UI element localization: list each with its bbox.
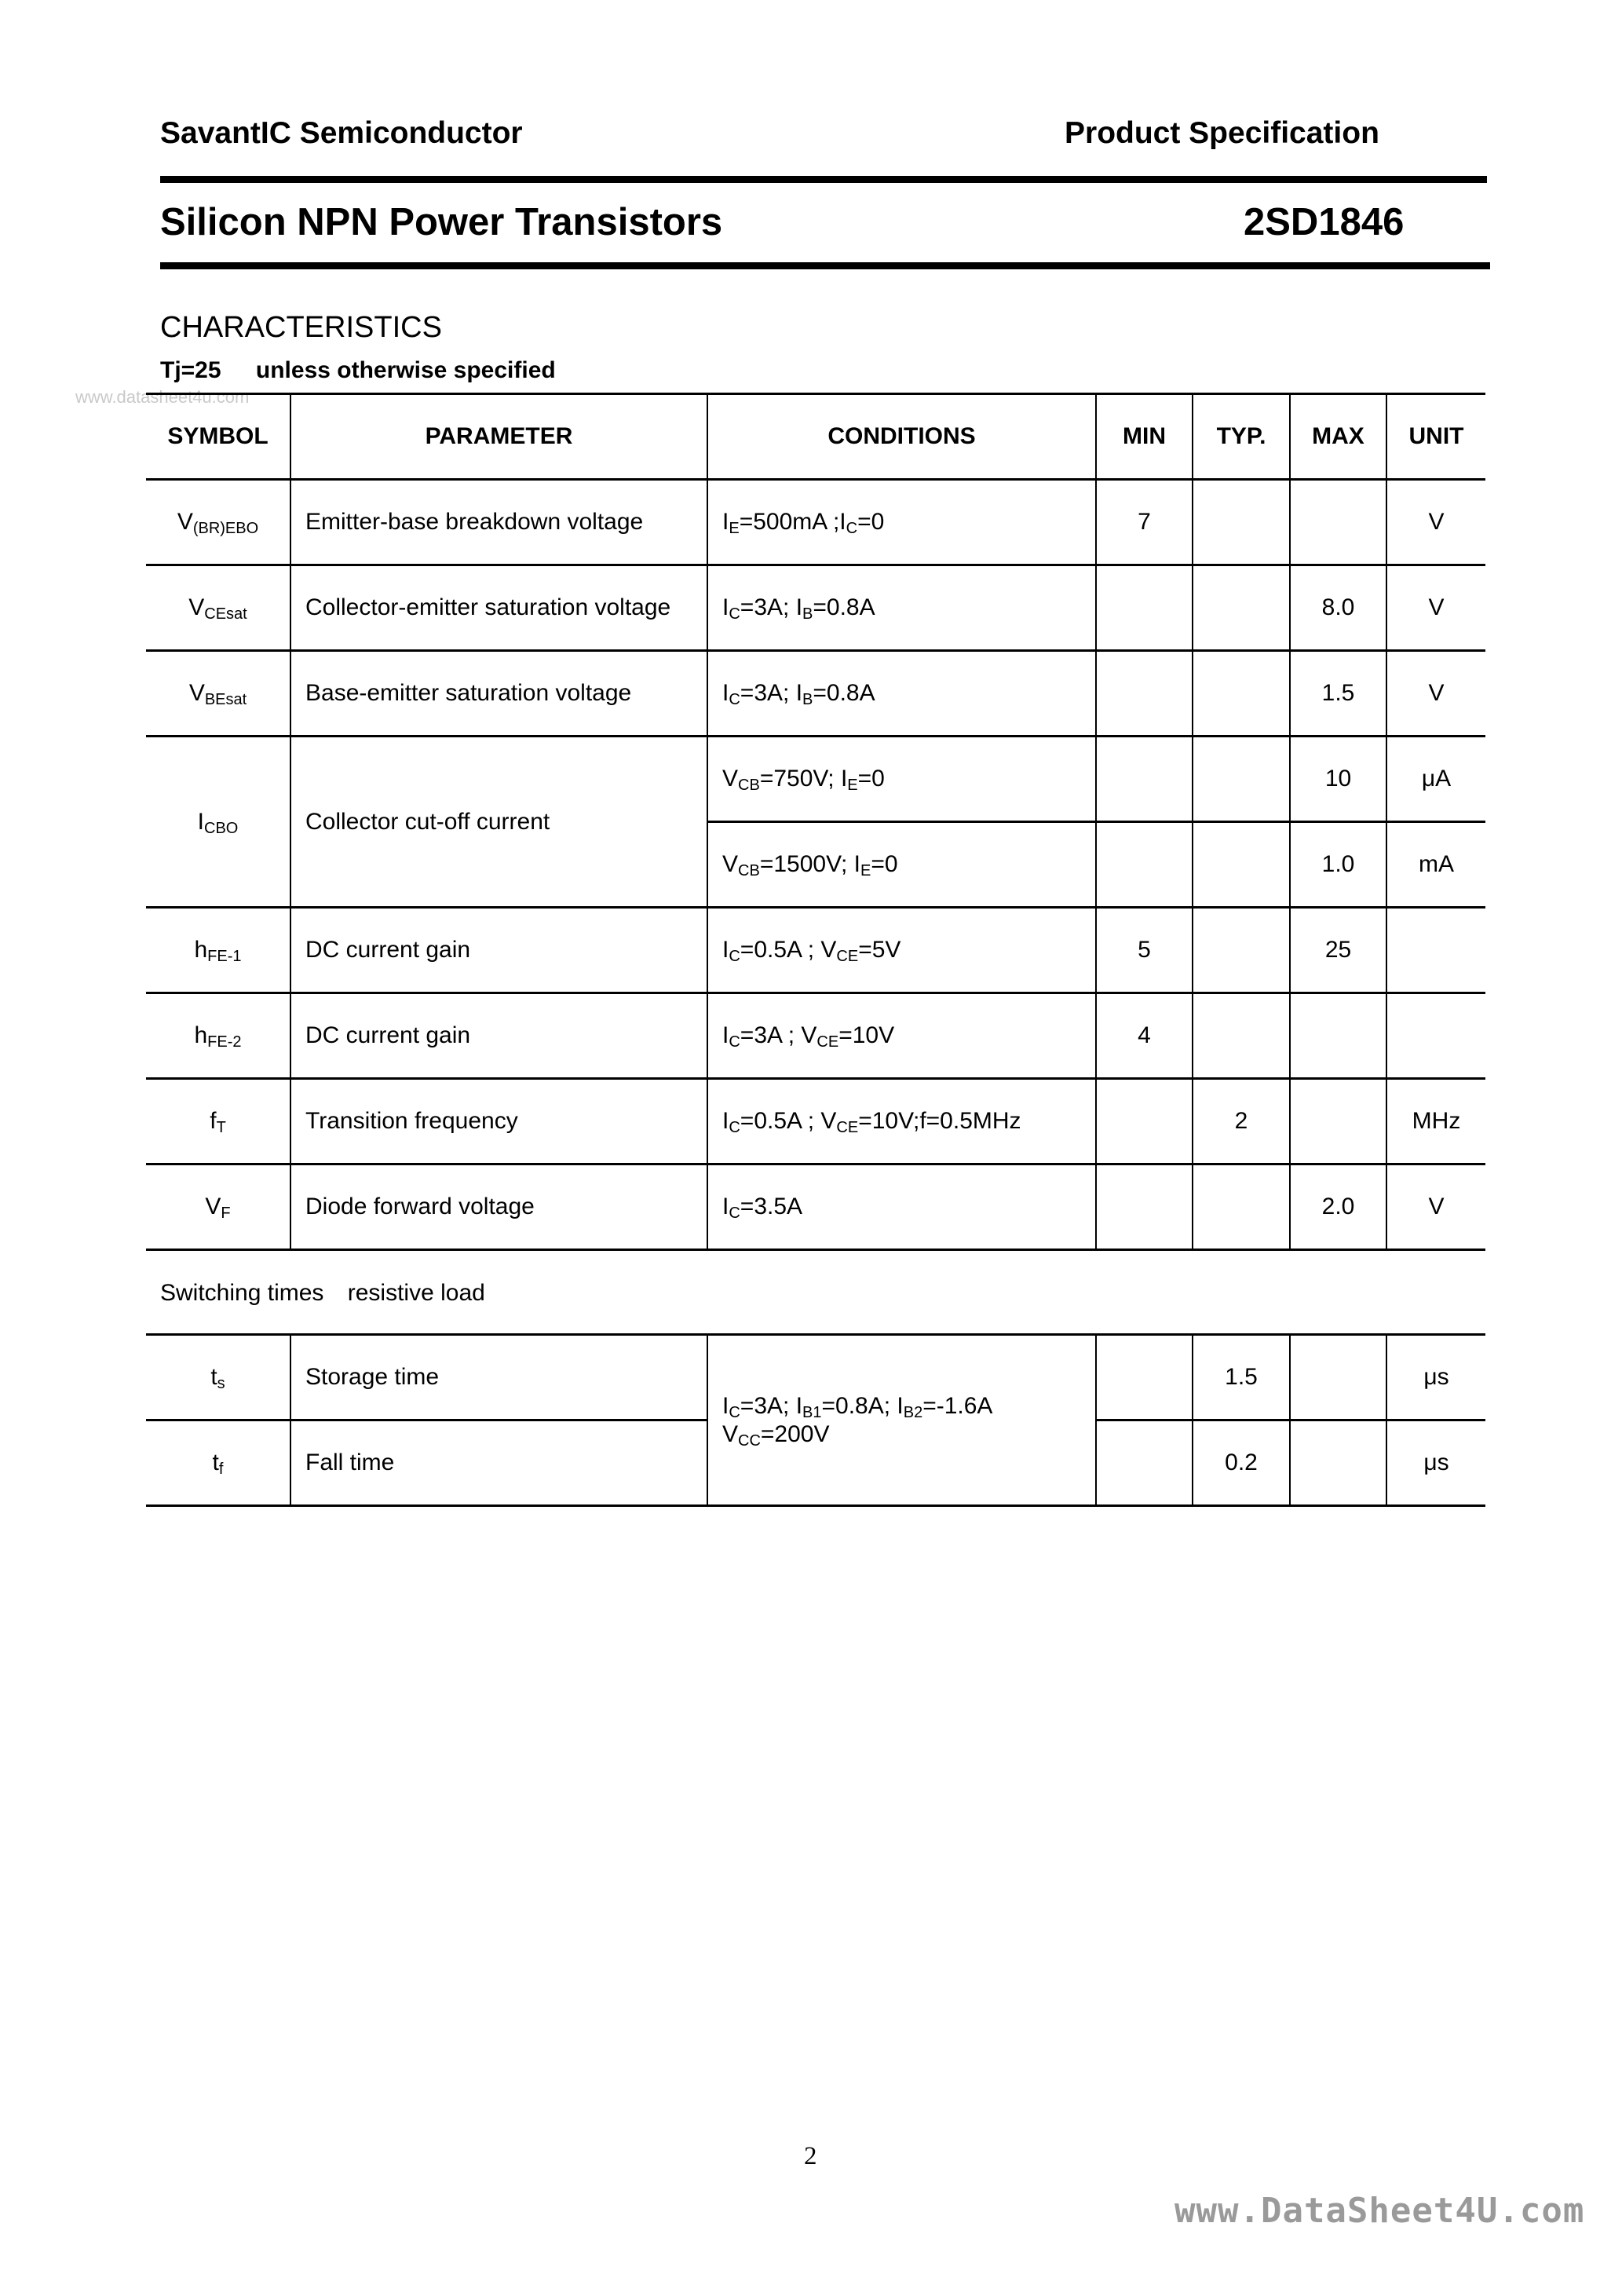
parameter-cell: DC current gain [290,993,707,1079]
unit-cell: V [1386,480,1485,565]
typ-cell [1193,993,1290,1079]
switching-table [146,1333,1485,1507]
condition-subscript: B2 [903,1403,923,1421]
condition-subscript: CC [738,1431,761,1450]
conditions-cell: $I_C=3A$; $I_B=0.8A$ [707,565,1096,651]
unit-cell: V [1386,1164,1485,1250]
parameter-cell: Emitter-base breakdown voltage [290,480,707,565]
table-row [146,651,1485,737]
unit-cell [1386,993,1485,1079]
typ-cell [1193,737,1290,822]
symbol-subscript: F [221,1205,231,1222]
symbol-subscript: CEsat [204,605,247,623]
condition-subscript: C [729,1033,740,1051]
table-row [146,1335,1485,1420]
symbol-subscript: s [217,1375,225,1392]
parameter-cell: DC current gain [290,908,707,993]
condition-subscript: C [846,520,858,537]
symbol-subscript: f [218,1461,224,1478]
typ-cell: 0.2 [1193,1420,1290,1506]
table-header-row [146,394,1485,480]
column-header: MAX [1290,394,1386,480]
typ-cell [1193,651,1290,737]
condition-subscript: C [729,605,740,623]
symbol-cell: $t_f$ [146,1420,290,1506]
condition-subscript: E [729,520,740,537]
condition-subscript: B1 [802,1403,822,1421]
max-cell: 1.5 [1290,651,1386,737]
column-header: SYMBOL [146,394,290,480]
symbol-cell: $V_F$ [146,1164,290,1250]
symbol-cell: $I_{CBO}$ [146,737,290,908]
max-cell [1290,1335,1386,1420]
condition-subscript: C [729,1119,740,1136]
conditions-cell: $I_C=3A$ ; $V_{CE}=10V$ [707,993,1096,1079]
symbol-cell: $V_{CEsat}$ [146,565,290,651]
condition-subscript: CE [836,948,859,965]
symbol-cell: $V_{BEsat}$ [146,651,290,737]
resistive-load-label: resistive load [347,1280,485,1306]
condition-subscript: E [847,777,858,794]
unit-cell: V [1386,565,1485,651]
conditions-cell: $I_C=3A$; $I_B=0.8A$ [707,651,1096,737]
max-cell: 1.0 [1290,822,1386,908]
typ-cell [1193,908,1290,993]
symbol-subscript: FE-2 [207,1033,242,1051]
condition-subscript: C [729,1205,740,1222]
conditions-cell: $V_{CB}=750V$; $I_E=0$ [707,737,1096,822]
unit-cell: μs [1386,1335,1485,1420]
part-number: 2SD1846 [1244,201,1405,243]
min-cell [1096,1079,1193,1164]
typ-cell [1193,1164,1290,1250]
min-cell [1096,565,1193,651]
typ-cell [1193,822,1290,908]
column-header: CONDITIONS [707,394,1096,480]
condition-subscript: B [802,605,813,623]
max-cell [1290,1079,1386,1164]
conditions-cell: $V_{CB}=1500V$; $I_E=0$ [707,822,1096,908]
symbol-cell: $h_{FE-1}$ [146,908,290,993]
page-number: 2 [804,2142,817,2170]
characteristics-table [146,393,1485,1251]
min-cell [1096,737,1193,822]
symbol-cell: $t_s$ [146,1335,290,1420]
max-cell [1290,1420,1386,1506]
column-header: PARAMETER [290,394,707,480]
parameter-cell: Base-emitter saturation voltage [290,651,707,737]
symbol-cell: $h_{FE-2}$ [146,993,290,1079]
min-cell [1096,1420,1193,1506]
min-cell [1096,651,1193,737]
max-cell: 25 [1290,908,1386,993]
min-cell: 5 [1096,908,1193,993]
header-rule-bottom [160,262,1490,269]
max-cell [1290,993,1386,1079]
condition-subscript: CE [816,1033,839,1051]
symbol-subscript: CBO [204,819,239,837]
switching-times-label: Switching times [160,1280,324,1306]
condition-subscript: CB [738,777,760,794]
unit-cell: V [1386,651,1485,737]
table-row [146,1079,1485,1164]
max-cell: 10 [1290,737,1386,822]
column-header: UNIT [1386,394,1485,480]
junction-temp: Tj=25 [160,357,221,383]
table-row [146,1164,1485,1250]
unit-cell [1386,908,1485,993]
condition-subscript: B [802,691,813,708]
parameter-cell: Transition frequency [290,1079,707,1164]
unit-cell: MHz [1386,1079,1485,1164]
min-cell: 7 [1096,480,1193,565]
typ-cell [1193,565,1290,651]
symbol-cell: $V_{(BR)EBO}$ [146,480,290,565]
company-name: SavantIC Semiconductor [160,116,523,150]
conditions-cell: $I_C=3A$; $I_{B1}=0.8A$; $I_{B2}=-1.6A$ $V_{CC}=200V$ [707,1335,1096,1506]
max-cell: 2.0 [1290,1164,1386,1250]
min-cell [1096,822,1193,908]
unit-cell: mA [1386,822,1485,908]
symbol-subscript: BEsat [204,691,247,708]
parameter-cell: Collector-emitter saturation voltage [290,565,707,651]
condition-note: unless otherwise specified [255,357,556,383]
section-title: CHARACTERISTICS [160,311,442,344]
typ-cell [1193,480,1290,565]
watermark-top: www.datasheet4u.com [75,387,250,407]
unit-cell: μs [1386,1420,1485,1506]
test-condition [160,357,556,384]
table-row [146,565,1485,651]
min-cell [1096,1335,1193,1420]
switching-label [160,1280,485,1307]
footer-watermark: www.DataSheet4U.com [1174,2191,1585,2231]
conditions-cell: $I_E=500mA$ $;I_C=0$ [707,480,1096,565]
column-header: MIN [1096,394,1193,480]
conditions-cell: $I_C=3.5A$ [707,1164,1096,1250]
symbol-cell: $f_T$ [146,1079,290,1164]
typ-cell: 1.5 [1193,1335,1290,1420]
typ-cell: 2 [1193,1079,1290,1164]
symbol-subscript: FE-1 [207,948,242,965]
max-cell: 8.0 [1290,565,1386,651]
header-rule-top [160,176,1487,183]
conditions-cell: $I_C=0.5A$ ; $V_{CE}=10V;f=0.5MHz$ [707,1079,1096,1164]
min-cell: 4 [1096,993,1193,1079]
parameter-cell: Collector cut-off current [290,737,707,908]
unit-cell: μA [1386,737,1485,822]
condition-subscript: C [729,691,740,708]
table-row [146,993,1485,1079]
condition-subscript: CE [836,1119,859,1136]
table-row [146,908,1485,993]
table-row [146,737,1485,822]
document-type: Product Specification [1065,116,1379,150]
symbol-subscript: (BR)EBO [192,520,259,537]
table-row [146,480,1485,565]
column-header: TYP. [1193,394,1290,480]
condition-subscript: CB [738,862,760,879]
condition-subscript: C [729,948,740,965]
max-cell [1290,480,1386,565]
product-family: Silicon NPN Power Transistors [160,201,723,243]
conditions-cell: $I_C=0.5A$ ; $V_{CE}=5V$ [707,908,1096,993]
condition-subscript: C [729,1403,740,1421]
condition-subscript: E [860,862,871,879]
symbol-subscript: T [216,1119,226,1136]
parameter-cell: Fall time [290,1420,707,1506]
parameter-cell: Storage time [290,1335,707,1420]
parameter-cell: Diode forward voltage [290,1164,707,1250]
min-cell [1096,1164,1193,1250]
